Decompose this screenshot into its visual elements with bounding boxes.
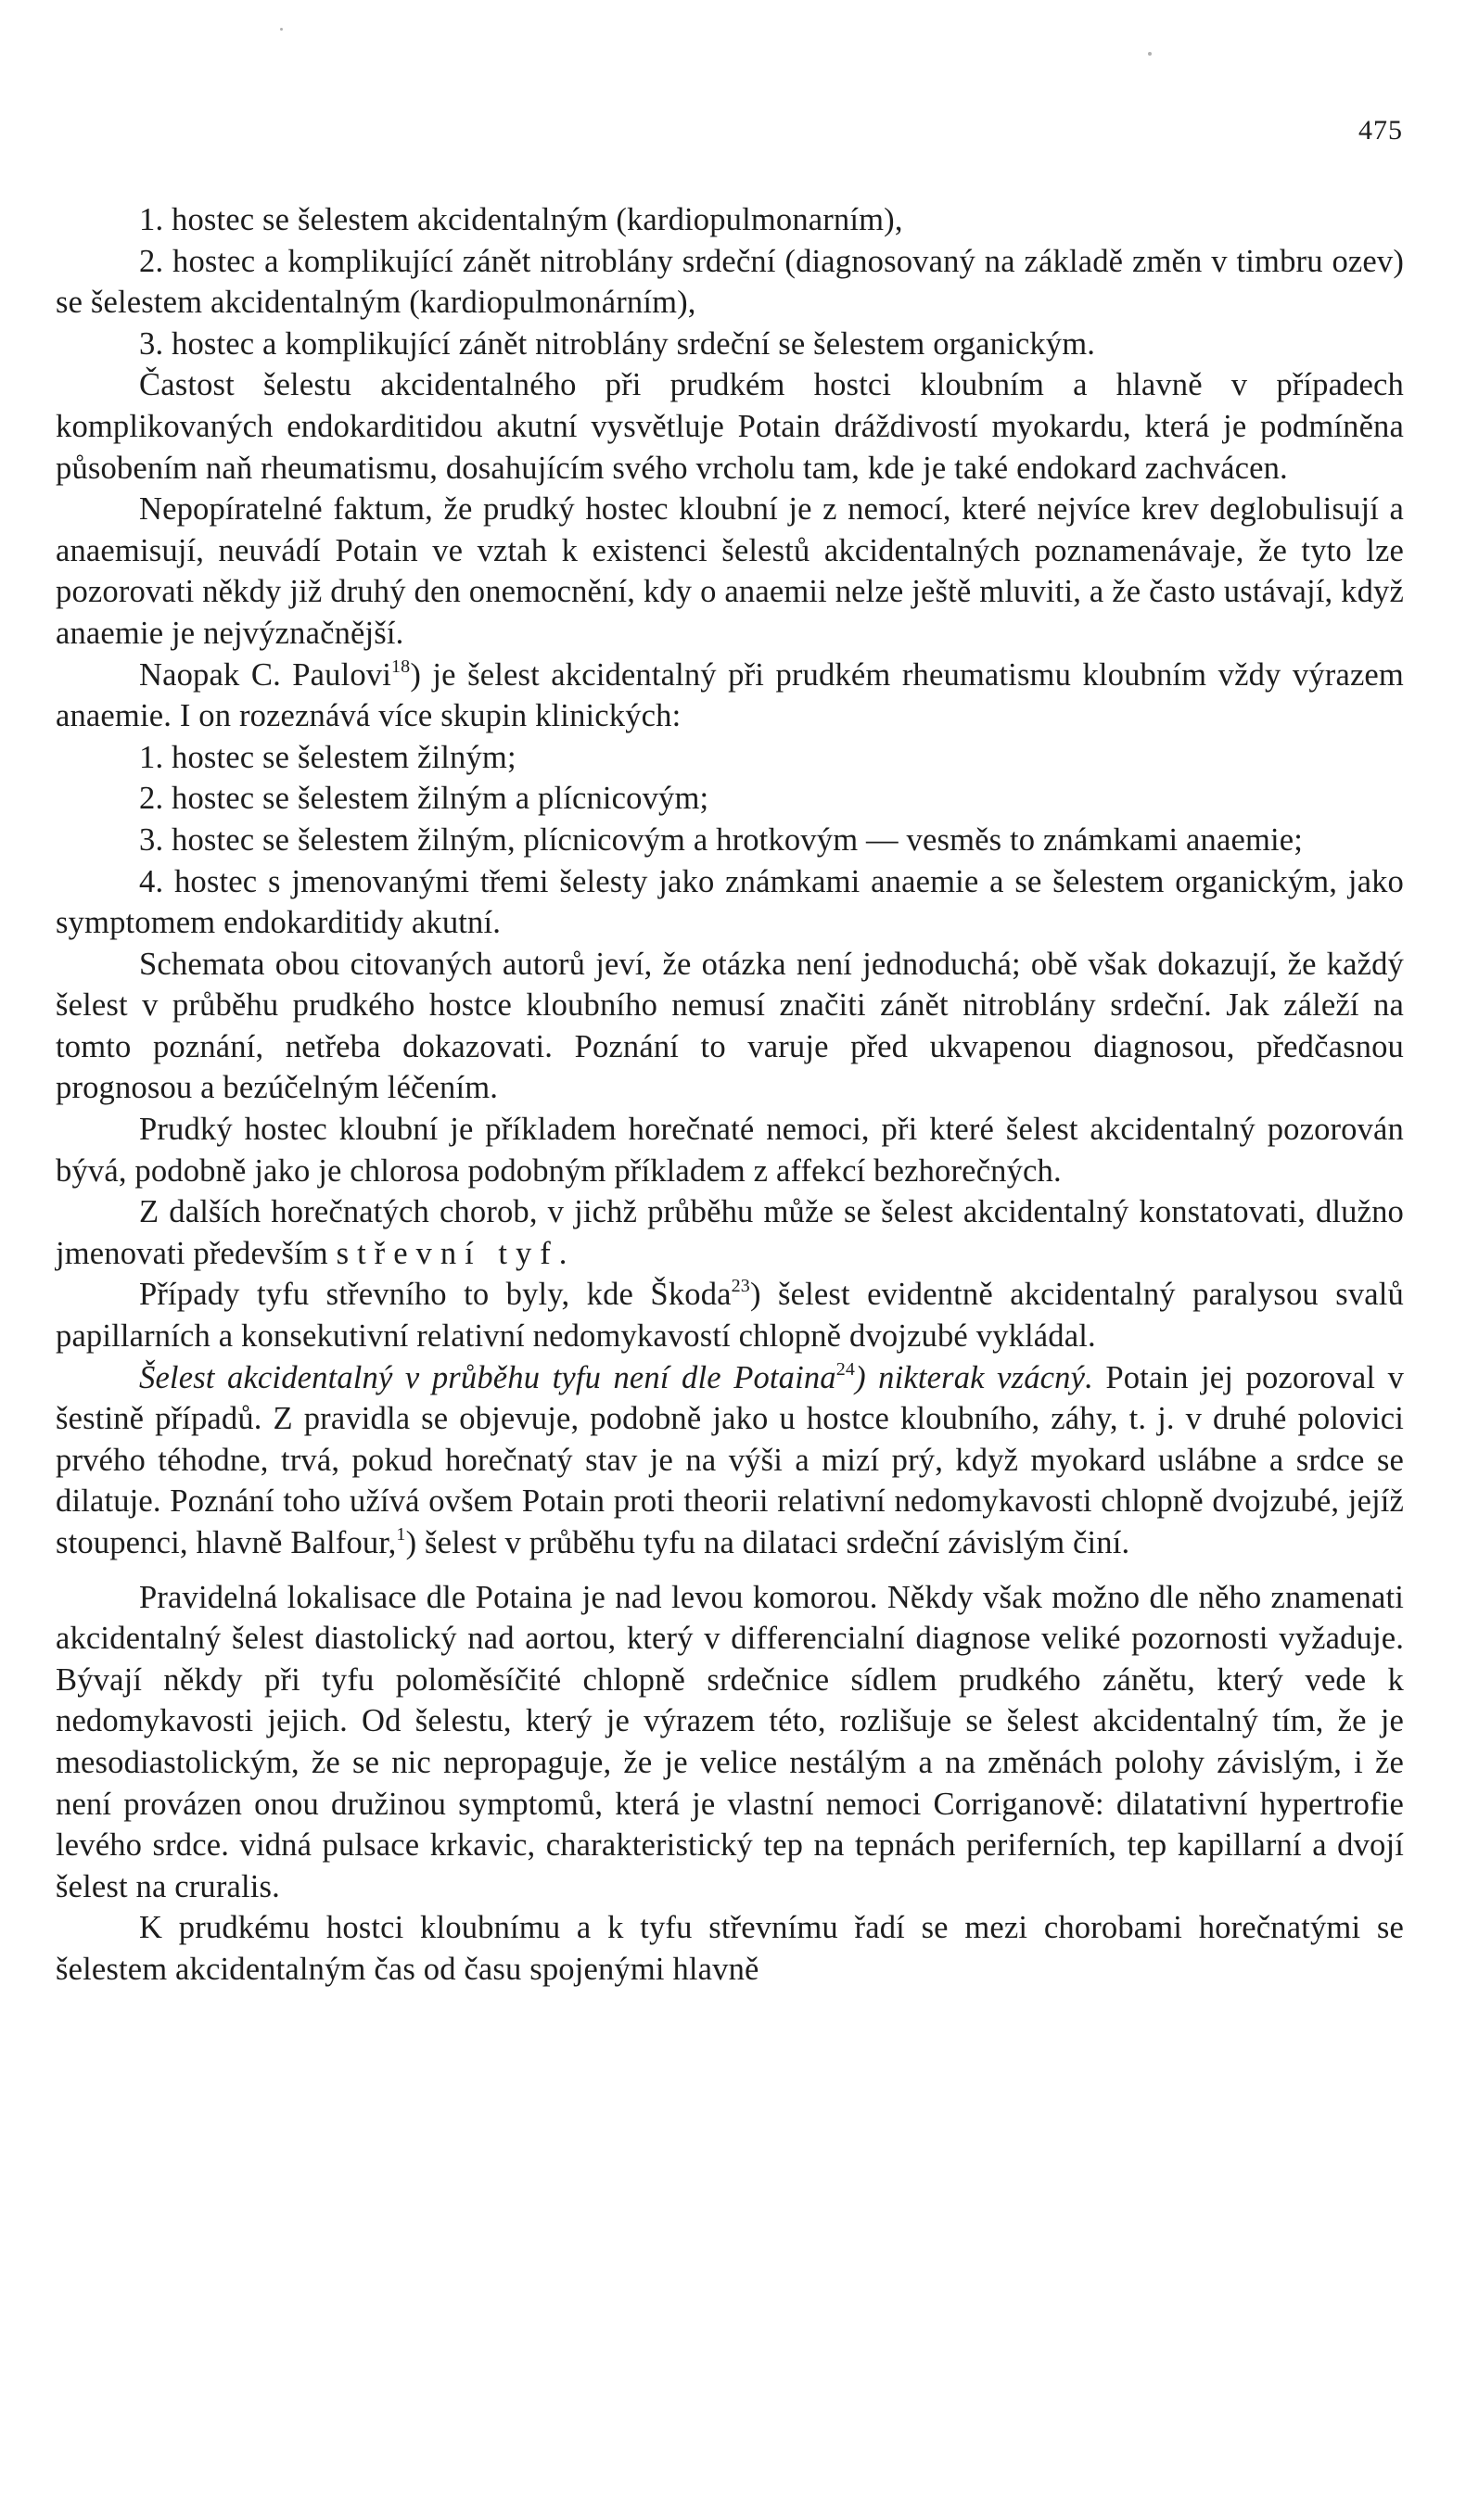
paragraph-text: Potain jej pozoroval v šestině případů. Z pravidla se objevuje, podobně jako u hostce kloubního, záhy, t. j. v druhé polovici prvého téhodne, trvá, pokud horečnatý stav je na výši a mizí prý, když myokard uslábne a srdce se dilatuje. Poznání toho užívá ovšem Potain proti theorii relativní nedomykavosti chlopně dvojzubé, jejíž stoupenci, hlavně Balfour, bbox=[56, 1359, 1405, 1560]
paragraph-text: Případy tyfu střevního to byly, kde Škoda bbox=[139, 1277, 732, 1313]
paragraph-text: ) je šelest akcidentalný při prudkém rheumatismu kloubním vždy výrazem anaemie. I on rozeznává více skupin klinických: bbox=[56, 656, 1404, 734]
paragraph bbox=[56, 1274, 1404, 1356]
page-number: 475 bbox=[1358, 115, 1403, 146]
list-item: 2. hostec a komplikující zánět nitroblány srdeční (diagnosovaný na základě změn v timbru ozev) se šelestem akcidentalným (kardiopulmonárním), bbox=[56, 243, 1404, 321]
paragraph bbox=[56, 1191, 1404, 1274]
list-item: 3. hostec se šelestem žilným, plícnicovým a hrotkovým — vesměs to známkami anaemie; bbox=[139, 821, 1304, 858]
paragraph: Nepopíratelné faktum, že prudký hostec kloubní je z nemocí, které nejvíce krev deglobulisují a anaemisují, neuvádí Potain ve vztah k existenci šelestů akcidentalných poznamenávaje, že tyto lze pozorovati někdy již druhý den onemocnění, kdy o anaemii nelze ještě mluviti, a že často ustávají, když anaemie je nejvýznačnější. bbox=[56, 491, 1404, 651]
list-item: 1. hostec se šelestem žilným; bbox=[139, 739, 516, 775]
paragraph: Schemata obou citovaných autorů jeví, že otázka není jednoduchá; obě však dokazují, že každý šelest v průběhu prudkého hostce kloubního nemusí značiti zánět nitroblány srdeční. Jak záleží na tomto poznání, netřeba dokazovati. Poznání to varuje před ukvapenou diagnosou, předčasnou prognosou a bezúčelným léčením. bbox=[56, 946, 1404, 1106]
paragraph: Pravidelná lokalisace dle Potaina je nad levou komorou. Někdy však možno dle něho znamenati akcidentalný šelest diastolický nad aortou, který v differencialní diagnose veliké pozornosti vyžaduje. Bývají někdy při tyfu poloměsíčité chlopně srdečnice sídlem prudkého zánětu, který vede k nedomykavosti jejich. Od šelestu, který je výrazem této, rozlišuje se šelest akcidentalný tím, že je mesodiastolickým, že se nic nepropaguje, že je velice nestálým a na změnách polohy závislým, i že není provázen onou družinou symptomů, která je vlastní nemoci Corriganově: dilatativní hypertrofie levého srdce. vidná pulsace krkavic, charakteristický tep na tepnách periferních, tep kapillarní a dvojí šelest na cruralis. bbox=[56, 1579, 1404, 1904]
list-item: 3. hostec a komplikující zánět nitroblány srdeční se šelestem organickým. bbox=[139, 325, 1096, 362]
footnote-ref: 23 bbox=[731, 1276, 750, 1297]
footnote-ref: 24 bbox=[835, 1358, 856, 1380]
scan-speck bbox=[280, 28, 283, 31]
footnote-ref: 18 bbox=[391, 655, 411, 677]
paragraph bbox=[56, 1357, 1404, 1564]
italic-text: ) nikterak vzácný. bbox=[855, 1359, 1093, 1395]
paragraph-text: . bbox=[558, 1235, 567, 1271]
italic-text: Šelest akcidentalný v průběhu tyfu není dle Potaina bbox=[139, 1359, 836, 1395]
paragraph: Prudký hostec kloubní je příkladem horečnaté nemoci, při které šelest akcidentalný pozorován bývá, podobně jako je chlorosa podobným příkladem z affekcí bezhorečných. bbox=[56, 1112, 1404, 1189]
paragraph-text: Z dalších horečnatých chorob, v jichž průběhu může se šelest akcidentalný konstatovati, dlužno jmenovati především bbox=[56, 1194, 1404, 1271]
scan-speck bbox=[1148, 52, 1152, 56]
list-item: 1. hostec se šelestem akcidentalným (kardiopulmonarním), bbox=[139, 202, 903, 237]
list-item: 4. hostec s jmenovanými třemi šelesty jako známkami anaemie a se šelestem organickým, jako symptomem endokarditidy akutní. bbox=[56, 863, 1404, 941]
paragraph-text: ) šelest evidentně akcidentalný paralysou svalů papillarních a konsekutivní relativní nedomykavostí chlopně dvojzubé vykládal. bbox=[56, 1277, 1404, 1355]
footnote-ref: 1 bbox=[396, 1524, 406, 1545]
paragraph: K prudkému hostci kloubnímu a k tyfu střevnímu řadí se mezi chorobami horečnatými se šelestem akcidentalným čas od času spojenými hlavně bbox=[56, 1910, 1404, 1987]
paragraph bbox=[56, 655, 1404, 737]
paragraph-text: Naopak C. Paulovi bbox=[139, 656, 392, 693]
paragraph: Častost šelestu akcidentalného při prudkém hostci kloubním a hlavně v případech komplikovaných endokarditidou akutní vysvětluje Potain dráždivostí myokardu, která je podmíněna působením naň rheumatismu, dosahujícím svého vrcholu tam, kde je také endokard zachvácen. bbox=[56, 367, 1404, 486]
list-item: 2. hostec se šelestem žilným a plícnicovým; bbox=[139, 781, 709, 817]
emphasized-term: střevní tyf bbox=[336, 1235, 559, 1271]
body-text bbox=[56, 199, 1404, 1991]
paragraph-text: ) šelest v průběhu tyfu na dilataci srdeční závislým činí. bbox=[405, 1525, 1130, 1560]
